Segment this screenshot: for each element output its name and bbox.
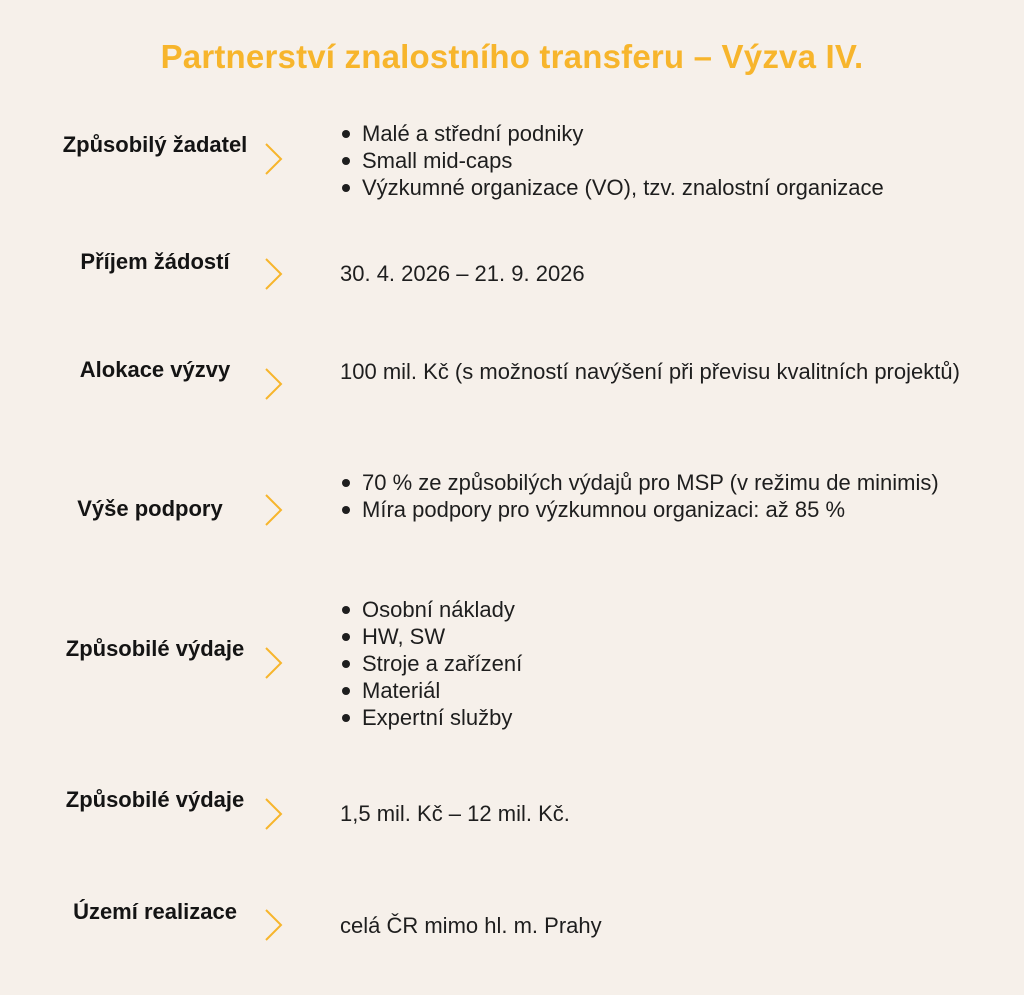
page-title: Partnerství znalostního transferu – Výzva IV. <box>160 38 864 75</box>
list-item: Výzkumné organizace (VO), tzv. znalostní organizace <box>340 174 1000 201</box>
row-content <box>340 912 1000 939</box>
row-label: Území realizace <box>73 899 237 924</box>
row-content <box>340 800 1000 827</box>
row-label: Způsobilé výdaje <box>65 787 245 812</box>
row-content <box>340 469 960 523</box>
row-text: celá ČR mimo hl. m. Prahy <box>340 913 602 938</box>
list-item: Stroje a zařízení <box>340 650 1000 677</box>
chevron-right-icon <box>262 256 284 292</box>
row-label: Způsobilý žadatel <box>62 132 248 157</box>
list-item: Malé a střední podniky <box>340 120 1000 147</box>
row-content <box>340 358 970 385</box>
chevron-right-icon <box>262 366 284 402</box>
list-item: HW, SW <box>340 623 1000 650</box>
list-item: Materiál <box>340 677 1000 704</box>
chevron-right-icon <box>262 645 284 681</box>
list-item: Expertní služby <box>340 704 1000 731</box>
row-label: Alokace výzvy <box>79 357 231 382</box>
row-text: 1,5 mil. Kč – 12 mil. Kč. <box>340 801 570 826</box>
list-item: Osobní náklady <box>340 596 1000 623</box>
chevron-right-icon <box>262 796 284 832</box>
chevron-right-icon <box>262 141 284 177</box>
row-content <box>340 260 1000 287</box>
chevron-right-icon <box>262 492 284 528</box>
row-label: Výše podpory <box>77 496 223 521</box>
list-item: Small mid-caps <box>340 147 1000 174</box>
row-label: Příjem žádostí <box>80 249 230 274</box>
row-content <box>340 596 1000 731</box>
list-item: 70 % ze způsobilých výdajů pro MSP (v režimu de minimis) <box>340 469 960 496</box>
row-text: 30. 4. 2026 – 21. 9. 2026 <box>340 261 585 286</box>
row-label: Způsobilé výdaje <box>65 636 245 661</box>
list-item: Míra podpory pro výzkumnou organizaci: až 85 % <box>340 496 960 523</box>
chevron-right-icon <box>262 907 284 943</box>
row-text: 100 mil. Kč (s možností navýšení při převisu kvalitních projektů) <box>340 359 960 384</box>
row-content <box>340 120 1000 201</box>
